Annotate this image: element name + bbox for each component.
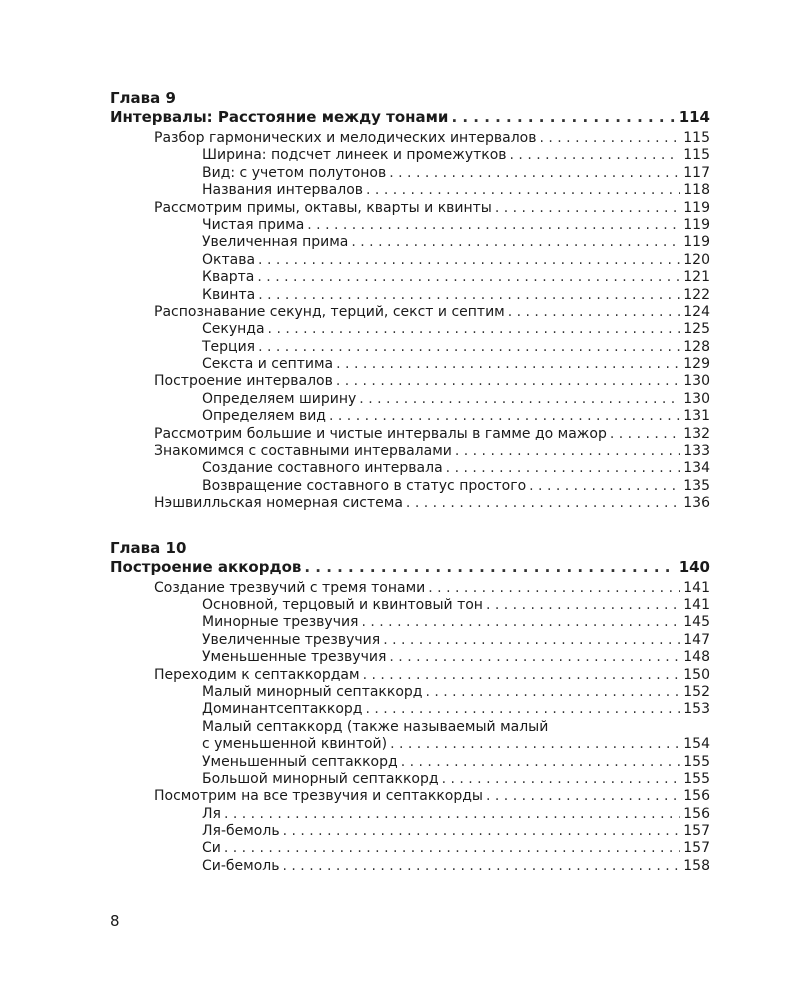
- dot-leader: [442, 771, 681, 788]
- dot-leader: [359, 391, 680, 408]
- entry-title: Возвращение составного в статус простого: [202, 477, 527, 494]
- entry-page-number: 158: [683, 857, 710, 874]
- entry-title: Переходим к септаккордам: [154, 666, 360, 683]
- entry-page-number: 153: [683, 701, 710, 718]
- entry-title: с уменьшенной квинтой): [202, 736, 388, 753]
- dot-leader: [446, 460, 681, 477]
- toc-subsection-entry[interactable]: [110, 632, 710, 649]
- toc-subsection-entry[interactable]: [110, 649, 710, 666]
- dot-leader: [389, 649, 680, 666]
- entry-page-number: 156: [683, 805, 710, 822]
- entry-page-number: 148: [683, 649, 710, 666]
- entry-page-number: 129: [683, 356, 710, 373]
- dot-leader: [428, 580, 680, 597]
- entry-title: Рассмотрим большие и чистые интервалы в гамме до мажор: [154, 425, 607, 442]
- entry-title: Доминантсептаккорд: [202, 701, 363, 718]
- entry-title: Названия интервалов: [202, 182, 364, 199]
- toc-section-entry[interactable]: [110, 495, 710, 512]
- dot-leader: [258, 252, 680, 269]
- entry-title: Терция: [202, 338, 256, 355]
- dot-leader: [268, 321, 681, 338]
- entry-title: Уменьшенный септаккорд: [202, 753, 398, 770]
- entry-title: Создание трезвучий с тремя тонами: [154, 579, 426, 596]
- entry-page-number: 152: [683, 683, 710, 700]
- entry-title: Чистая прима: [202, 216, 305, 233]
- dot-leader: [365, 701, 680, 718]
- dot-leader: [455, 443, 680, 460]
- entry-page-number: 157: [683, 823, 710, 840]
- entry-page-number: 118: [683, 182, 710, 199]
- dot-leader: [508, 304, 681, 321]
- chapter-title: Построение аккордов: [110, 557, 302, 576]
- entry-page-number: 136: [683, 495, 710, 512]
- dot-leader: [363, 667, 681, 684]
- dot-leader: [224, 806, 680, 823]
- dot-leader: [366, 182, 680, 199]
- toc-section-entry[interactable]: [110, 788, 710, 805]
- toc-subsection-entry[interactable]: [110, 858, 710, 875]
- entry-title: Минорные трезвучия: [202, 614, 359, 631]
- entry-title: Разбор гармонических и мелодических интервалов: [154, 130, 537, 146]
- entry-page-number: 128: [683, 338, 710, 355]
- chapter-page-number: 114: [678, 108, 710, 126]
- entry-title: Квинта: [202, 286, 256, 303]
- entry-page-number: 115: [683, 130, 710, 146]
- dot-leader: [383, 632, 680, 649]
- entry-title: Секста и септима: [202, 356, 334, 373]
- toc-subsection-entry[interactable]: [110, 408, 710, 425]
- toc-subsection-entry[interactable]: [110, 165, 710, 182]
- page-number: 8: [110, 912, 120, 930]
- toc-subsection-entry[interactable]: [110, 736, 710, 753]
- toc-subsection-entry[interactable]: [110, 287, 710, 304]
- entry-page-number: 157: [683, 840, 710, 857]
- entry-page-number: 155: [683, 753, 710, 770]
- entry-page-number: 145: [683, 614, 710, 631]
- toc-subsection-entry[interactable]: [110, 823, 710, 840]
- dot-leader: [283, 858, 681, 875]
- chapter-section: [110, 539, 710, 876]
- toc-section-entry[interactable]: [110, 426, 710, 443]
- dot-leader: [283, 823, 681, 840]
- dot-leader: [336, 356, 680, 373]
- toc-subsection-entry[interactable]: [110, 719, 710, 736]
- entry-title: Вид: с учетом полутонов: [202, 164, 387, 181]
- dot-leader: [258, 339, 680, 356]
- chapter-label: Глава 10: [110, 538, 187, 557]
- dot-leader: [336, 373, 680, 390]
- entry-page-number: 119: [683, 216, 710, 233]
- chapter-label: Глава 9: [110, 89, 176, 107]
- toc-subsection-entry[interactable]: [110, 840, 710, 857]
- toc-subsection-entry[interactable]: [110, 217, 710, 234]
- entry-title: Си: [202, 840, 221, 857]
- dot-leader: [329, 408, 680, 425]
- dot-leader: [401, 754, 681, 771]
- toc-subsection-entry[interactable]: [110, 234, 710, 251]
- entry-title: Распознавание секунд, терций, секст и септим: [154, 303, 505, 320]
- toc-section-entry[interactable]: [110, 373, 710, 390]
- entry-page-number: 134: [683, 460, 710, 477]
- entry-title: Ля: [202, 805, 221, 822]
- toc-subsection-entry[interactable]: [110, 701, 710, 718]
- entry-page-number: 155: [683, 770, 710, 787]
- toc-subsection-entry[interactable]: [110, 269, 710, 286]
- entry-page-number: 124: [683, 303, 710, 320]
- chapter-title-row[interactable]: [110, 557, 710, 577]
- toc-subsection-entry[interactable]: [110, 252, 710, 269]
- toc-section-entry[interactable]: [110, 200, 710, 217]
- entry-page-number: 120: [683, 251, 710, 268]
- dot-leader: [529, 478, 680, 495]
- chapter-title-row[interactable]: [110, 107, 710, 127]
- entry-page-number: 117: [683, 164, 710, 181]
- toc-section-entry[interactable]: [110, 580, 710, 597]
- toc-subsection-entry[interactable]: [110, 147, 710, 164]
- toc-subsection-entry[interactable]: [110, 182, 710, 199]
- entry-title: Рассмотрим примы, октавы, кварты и квинты: [154, 199, 492, 216]
- dot-leader: [486, 788, 680, 805]
- entry-page-number: 132: [683, 425, 710, 442]
- toc-subsection-entry[interactable]: [110, 754, 710, 771]
- entry-title: Ширина: подсчет линеек и промежутков: [202, 147, 507, 164]
- entry-title: Посмотрим на все трезвучия и септаккорды: [154, 788, 483, 805]
- entry-page-number: 150: [683, 666, 710, 683]
- toc-subsection-entry[interactable]: [110, 684, 710, 701]
- dot-leader: [361, 614, 680, 631]
- toc-subsection-entry[interactable]: [110, 771, 710, 788]
- entry-title: Октава: [202, 251, 256, 268]
- entry-title: Определяем вид: [202, 408, 326, 425]
- entry-title: Знакомимся с составными интервалами: [154, 443, 452, 460]
- entry-title: Секунда: [202, 321, 265, 338]
- dot-leader: [224, 840, 680, 857]
- dot-leader: [307, 217, 680, 234]
- dot-leader: [510, 147, 681, 164]
- entry-title: Кварта: [202, 269, 255, 286]
- entry-page-number: 115: [683, 147, 710, 164]
- entry-page-number: 156: [683, 788, 710, 805]
- entry-title: Определяем ширину: [202, 390, 357, 407]
- toc-subsection-entry[interactable]: [110, 806, 710, 823]
- entry-title: Ля-бемоль: [202, 823, 280, 840]
- dot-leader: [486, 597, 680, 614]
- toc-subsection-entry[interactable]: [110, 356, 710, 373]
- entry-title: Малый септаккорд (также называемый малый: [202, 718, 549, 735]
- toc-section-entry[interactable]: [110, 443, 710, 460]
- chapter-page-number: 140: [678, 557, 710, 576]
- dot-leader: [495, 200, 680, 217]
- toc-subsection-entry[interactable]: [110, 391, 710, 408]
- toc-section-entry[interactable]: [110, 304, 710, 321]
- dot-leader: [406, 495, 680, 512]
- dot-leader: [304, 557, 675, 577]
- dot-leader: [451, 107, 675, 127]
- entry-page-number: 154: [683, 736, 710, 753]
- entry-title: Построение интервалов: [154, 373, 333, 390]
- entry-page-number: 130: [683, 373, 710, 390]
- entry-page-number: 147: [683, 631, 710, 648]
- toc-subsection-entry[interactable]: [110, 478, 710, 495]
- toc-subsection-entry[interactable]: [110, 460, 710, 477]
- entry-title: Создание составного интервала: [202, 460, 443, 477]
- dot-leader: [351, 234, 680, 251]
- entry-page-number: 122: [683, 286, 710, 303]
- toc-section-entry[interactable]: [110, 130, 710, 147]
- dot-leader: [539, 130, 680, 147]
- dot-leader: [389, 165, 680, 182]
- entry-title: Си-бемоль: [202, 857, 280, 874]
- toc-subsection-entry[interactable]: [110, 614, 710, 631]
- entry-page-number: 131: [683, 408, 710, 425]
- entry-title: Малый минорный септаккорд: [202, 683, 423, 700]
- dot-leader: [610, 426, 680, 443]
- dot-leader: [257, 269, 680, 286]
- entry-page-number: 141: [683, 596, 710, 613]
- entry-page-number: 125: [683, 321, 710, 338]
- entry-page-number: 121: [683, 269, 710, 286]
- toc-subsection-entry[interactable]: [110, 339, 710, 356]
- chapter-title: Интервалы: Расстояние между тонами: [110, 108, 449, 126]
- entry-title: Увеличенная прима: [202, 234, 349, 251]
- entry-page-number: 130: [683, 390, 710, 407]
- entry-title: Основной, терцовый и квинтовый тон: [202, 596, 483, 613]
- toc-subsection-entry[interactable]: [110, 321, 710, 338]
- entry-page-number: 141: [683, 579, 710, 596]
- entry-title: Увеличенные трезвучия: [202, 631, 381, 648]
- entry-page-number: 119: [683, 199, 710, 216]
- entry-page-number: 135: [683, 477, 710, 494]
- dot-leader: [258, 287, 680, 304]
- entry-title: Уменьшенные трезвучия: [202, 649, 387, 666]
- table-of-contents: [110, 89, 710, 901]
- entry-page-number: 133: [683, 443, 710, 460]
- entry-title: Большой минорный септаккорд: [202, 770, 439, 787]
- toc-section-entry[interactable]: [110, 667, 710, 684]
- toc-subsection-entry[interactable]: [110, 597, 710, 614]
- entry-title: Нэшвилльская номерная система: [154, 495, 403, 512]
- chapter-section: [110, 89, 710, 513]
- entry-page-number: 119: [683, 234, 710, 251]
- dot-leader: [390, 736, 680, 753]
- dot-leader: [425, 684, 680, 701]
